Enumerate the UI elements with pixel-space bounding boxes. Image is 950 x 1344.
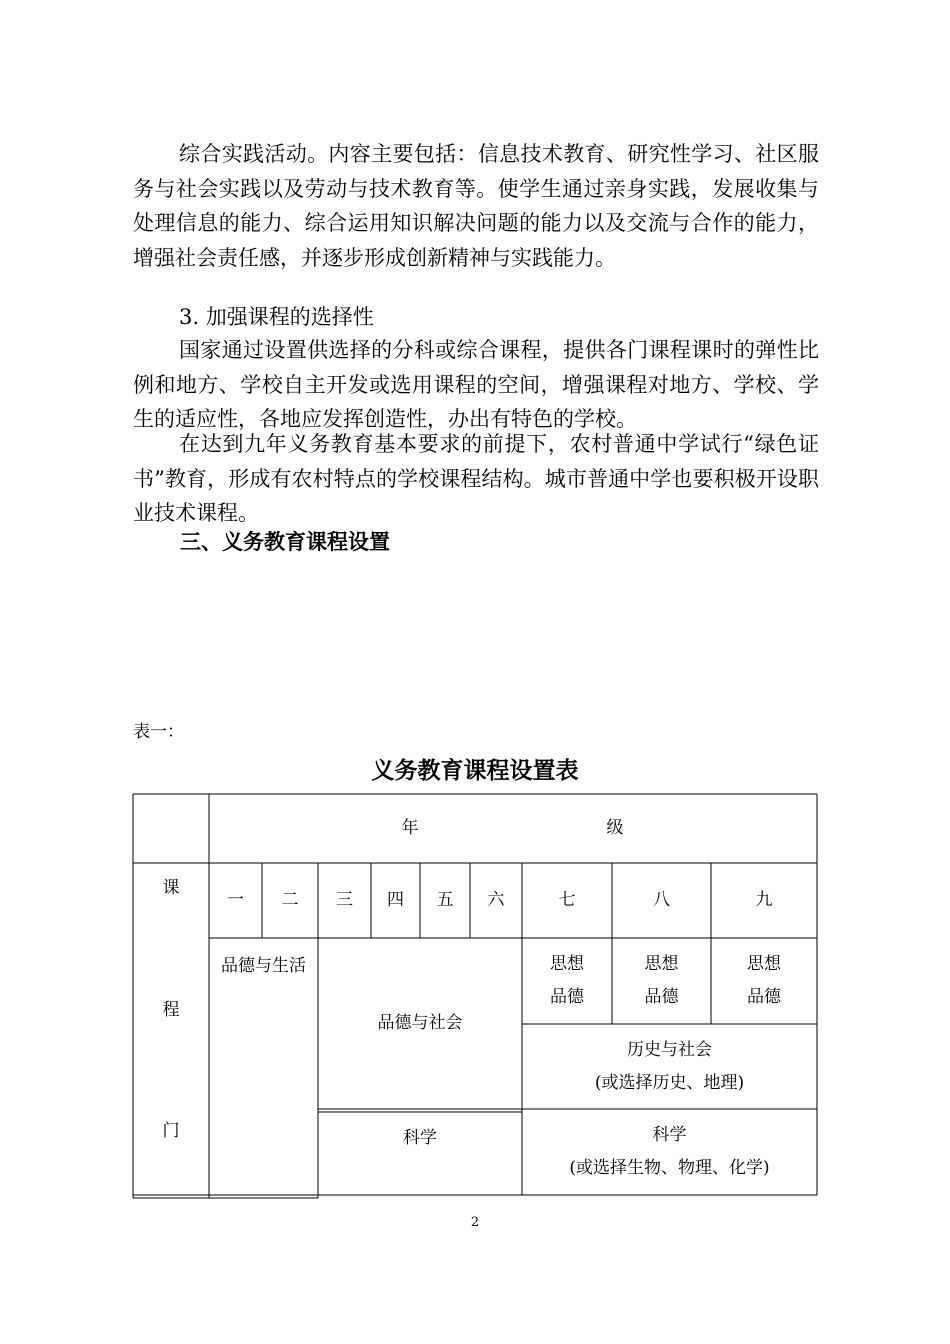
course-history-society [522,1024,817,1109]
course-history-society-line1: 历史与社会 [627,1039,712,1060]
course-science-primary-label: 科学 [403,1128,437,1148]
course-ideology-moral-g8-line1: 思想 [644,954,679,974]
paragraph-comprehensive-practice: 综合实践活动。内容主要包括：信息技术教育、研究性学习、社区服务与社会实践以及劳动与技术教育等。使学生通过亲身实践，发展收集与处理信息的能力、综合运用知识解决问题的能力以及交流与合作的能力，增强社会责任感，并逐步形成创新精神与实践能力。 [133,142,819,270]
grade-1: 一 [227,890,244,910]
course-moral-life-label: 品德与生活 [221,956,306,976]
course-label-char-1: 课 [162,877,180,898]
course-moral-society-label: 品德与社会 [377,1013,463,1033]
grade-9: 九 [755,890,773,910]
grade-4: 四 [387,890,404,910]
course-science-secondary [522,1109,817,1195]
course-moral-life [209,950,318,990]
course-ideology-moral-g7 [522,938,612,1024]
course-ideology-moral-g9-line2: 品德 [747,987,781,1007]
course-ideology-moral-g7-line2: 品德 [550,987,584,1007]
course-science-secondary-line1: 科学 [652,1125,687,1145]
grade-5: 五 [436,890,454,910]
course-history-society-line2: (或选择历史、地理) [594,1072,745,1093]
grade-6: 六 [487,890,505,910]
course-label-char-3: 门 [162,1120,180,1141]
grade-3: 三 [336,890,353,910]
page-number: 2 [470,1215,480,1230]
course-ideology-moral-g9 [711,938,817,1024]
header-grade-char-2: 级 [606,817,624,838]
grade-2: 二 [281,890,299,910]
table-title: 义务教育课程设置表 [371,758,579,784]
course-science-secondary-line2: (或选择生物、物理、化学) [569,1158,770,1178]
course-ideology-moral-g8 [612,938,711,1024]
header-grade-char-1: 年 [401,817,419,838]
subheading-course-selectivity: 3. 加强课程的选择性 [179,305,374,329]
course-ideology-moral-g9-line1: 思想 [747,954,781,974]
paragraph-course-selectivity: 国家通过设置供选择的分科或综合课程，提供各门课程课时的弹性比例和地方、学校自主开发或选用课程的空间，增强课程对地方、学校、学生的适应性，各地应发挥创造性，办出有特色的学校。 [133,338,819,431]
course-ideology-moral-g7-line1: 思想 [550,954,584,974]
course-science-primary [318,1122,522,1162]
grade-7: 七 [558,890,576,910]
grade-8: 八 [653,890,670,910]
table-label: 表一： [133,722,184,742]
paragraph-rural-schools: 在达到九年义务教育基本要求的前提下，农村普通中学试行“绿色证书”教育，形成有农村特点的学校课程结构。城市普通中学也要积极开设职业技术课程。 [133,432,819,525]
course-moral-society [318,938,522,1109]
course-label-char-2: 程 [162,999,180,1020]
course-ideology-moral-g8-line2: 品德 [644,987,679,1007]
section-heading: 三、义务教育课程设置 [180,530,390,554]
